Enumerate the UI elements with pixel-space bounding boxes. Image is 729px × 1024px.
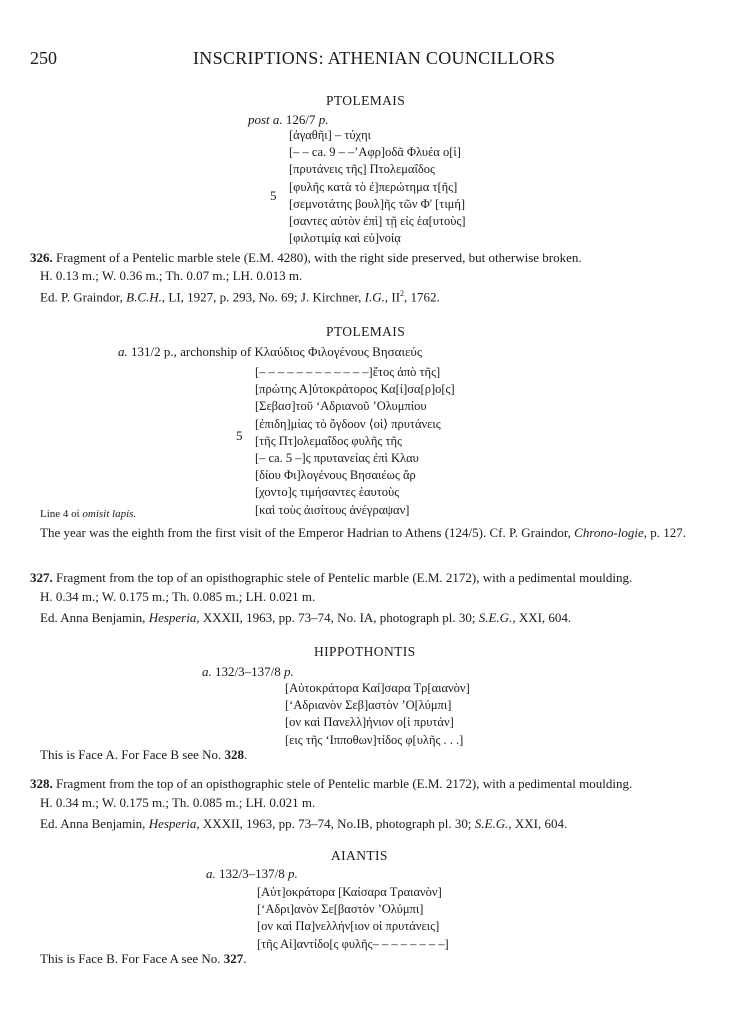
edition-journal: Hesperia [148,816,197,831]
date-prefix: a. [206,866,216,881]
face-b-note [40,951,247,967]
edition-journal: Hesperia [148,610,197,625]
date-value: 132/3–137/8 [215,664,281,679]
entry-326-dimensions: H. 0.13 m.; W. 0.36 m.; Th. 0.07 m.; LH. 0.013 m. [40,268,303,283]
edition-journal: B.C.H. [126,289,162,305]
inscription-line: [χοντο]ς τιμήσαντες ἑαυτοὺς [255,485,400,500]
inscription-line: [Αὐτ]οκράτορα [Καίσαρα Τραιανὸν] [257,885,442,899]
inscription-line: [Σεβασ]τοῦ ‘Αδριανοῦ ’Ολυμπίου [255,399,427,414]
edition-text: , XXXII, 1963, pp. 73–74, No. IA, photograph pl. 30; [196,610,479,625]
edition-text: Ed. P. Graindor, [40,289,127,305]
face-note-end: . [244,747,248,762]
face-note-end: . [243,951,247,966]
date-suffix: p. [283,664,294,679]
inscription-line: [Αὐτοκράτορα Καί]σαρα Τρ[αιανὸν] [285,681,470,695]
inscription-line: [σεμνοτάτης βουλ]ῆς τῶν Φ' [τιμή] [289,196,466,211]
inscription-line: [καὶ τοὺς ἀισίτους ἀνέγραψαν] [255,502,410,517]
date-prefix: post a. [248,112,283,127]
running-title: INSCRIPTIONS: ATHENIAN COUNCILLORS [193,48,556,68]
entry-326-editions [40,289,440,305]
inscription-line: [πρώτης Α]ὐτοκράτορος Κα[ί]σα[ρ]ο[ς] [255,382,455,397]
face-note-text: This is Face A. For Face B see No. [40,747,225,762]
inscription-date-2 [118,344,422,360]
date-archonship: , archonship of Κλαύδιος Φιλογένους Βησαιεύς [173,344,423,359]
inscription-date-4 [206,866,298,882]
commentary-text: , p. 127. [643,525,686,540]
commentary-paragraph [40,524,700,541]
inscription-text-3 [285,680,470,749]
entry-328-description [30,775,710,792]
inscription-line: [‘Αδριανὸν Σεβ]αστὸν ’Ο[λύμπι] [285,698,452,713]
inscription-date-1 [248,112,329,128]
page-number: 250 [30,48,57,68]
edition-text: , LI, 1927, p. 293, No. 69; J. Kirchner, [161,289,365,305]
edition-text: Ed. Anna Benjamin, [40,816,149,831]
entry-description: Fragment of a Pentelic marble stele (E.M. 4280), with the right side preserved, but otherwise broken. [56,250,582,265]
edition-text: Ed. Anna Benjamin, [40,610,149,625]
section-heading-hippothontis: HIPPOTHONTIS [314,644,416,659]
edition-superscript: 2 [400,289,405,298]
edition-corpus: S.E.G. [478,610,513,625]
section-heading-ptolemais-1: PTOLEMAIS [326,93,406,108]
inscription-line: [– – ca. 9 – –’Αφρ]οδᾶ Φλυέα ο[ἱ] [289,145,461,160]
section-heading-aiantis: AIANTIS [331,848,388,863]
date-value: 132/3–137/8 [219,866,285,881]
apparatus-text: Line 4 οἱ [40,508,83,520]
apparatus-note [40,508,136,520]
entry-328-dimensions: H. 0.34 m.; W. 0.175 m.; Th. 0.085 m.; LH. 0.021 m. [40,795,316,810]
inscription-date-3 [202,664,294,680]
inscription-text-2 [255,364,455,519]
inscription-text-1 [289,127,466,247]
entry-number: 326. [30,250,53,265]
edition-text: , 1762. [404,289,440,305]
inscription-line: [τῆς Αἰ]αντίδο[ς φυλῆς– – – – – – – –] [257,936,449,951]
inscription-line: [– ca. 5 –]ς πρυτανείας ἐπὶ Κλαυ [255,450,419,465]
edition-corpus: I.G. [364,289,385,305]
date-suffix: p. [318,112,329,127]
inscription-line: [‘Αδρι]ανὸν Σε[βαστὸν ’Ολύμπι] [257,902,424,917]
date-prefix: a. [202,664,212,679]
entry-number: 327. [30,570,53,585]
edition-text: , XXI, 604. [512,610,572,625]
inscription-line: [ἐπιδη]μίας τὸ ὄγδοον ⟨οἱ⟩ πρυτάνεις [255,416,441,431]
edition-text: , II [384,289,401,305]
inscription-line: [τῆς Πτ]ολεμαΐδος φυλῆς τῆς [255,433,402,448]
line-number-5: 5 [270,188,277,203]
entry-328-editions [40,816,567,832]
entry-327-editions [40,610,571,626]
entry-326-description [30,249,710,266]
entry-327-description [30,569,710,586]
edition-text: , XXXII, 1963, pp. 73–74, No.IB, photograph pl. 30; [196,816,475,831]
face-cross-reference: 327 [223,951,244,966]
inscription-line: [ον καὶ Πα]νελλήν[ιον οἱ πρυτάνεις] [257,919,440,934]
date-value: 126/7 [285,112,316,127]
edition-text: , XXI, 604. [508,816,568,831]
section-heading-ptolemais-2: PTOLEMAIS [326,324,406,339]
inscription-line: [φυλῆς κατὰ τὸ ἐ]περώτημα τ[ῆς] [289,179,458,194]
entry-number: 328. [30,776,53,791]
inscription-line: [φιλοτιμίᾳ καὶ εὐ]νοίᾳ [289,231,401,246]
entry-327-dimensions: H. 0.34 m.; W. 0.175 m.; Th. 0.085 m.; LH. 0.021 m. [40,589,316,604]
entry-description: Fragment from the top of an opisthographic stele of Pentelic marble (E.M. 2172), with a pedimental moulding. [56,570,633,585]
date-suffix: p. [287,866,298,881]
commentary-text: The year was the eighth from the first visit of the Emperor Hadrian to Athens (124/5). Cf. P. Graindor, [40,525,575,540]
inscription-line: [– – – – – – – – – – – –]ἔτος ἀπὸ τῆς] [255,365,441,379]
inscription-line: [ἀγαθῆι] – τύχηι [289,128,371,142]
entry-description: Fragment from the top of an opisthographic stele of Pentelic marble (E.M. 2172), with a pedimental moulding. [56,776,633,791]
edition-corpus: S.E.G. [474,816,509,831]
date-prefix: a. [118,344,128,359]
line-number-5: 5 [236,428,243,443]
apparatus-latin: omisit lapis. [82,508,137,520]
face-a-note [40,747,247,763]
face-cross-reference: 328 [224,747,245,762]
date-value: 131/2 p. [131,344,174,359]
commentary-title: Chrono-logie [574,525,644,540]
inscription-line: [εις τῆς ‘Ιπποθων]τίδος φ[υλῆς . . .] [285,732,464,747]
face-note-text: This is Face B. For Face A see No. [40,951,224,966]
inscription-line: [σαντες αὐτὸν ἐπὶ] τῇ εἰς ἑα[υτοὺς] [289,213,466,228]
inscription-line: [δίου Φι]λογένους Βησαιέως ἄρ [255,468,416,483]
inscription-text-4 [257,884,449,953]
inscription-line: [πρυτάνεις τῆς] Πτολεμαΐδος [289,162,435,177]
inscription-line: [ον καὶ Πανελλ]ήνιον ο[ἱ πρυτάν] [285,715,454,730]
